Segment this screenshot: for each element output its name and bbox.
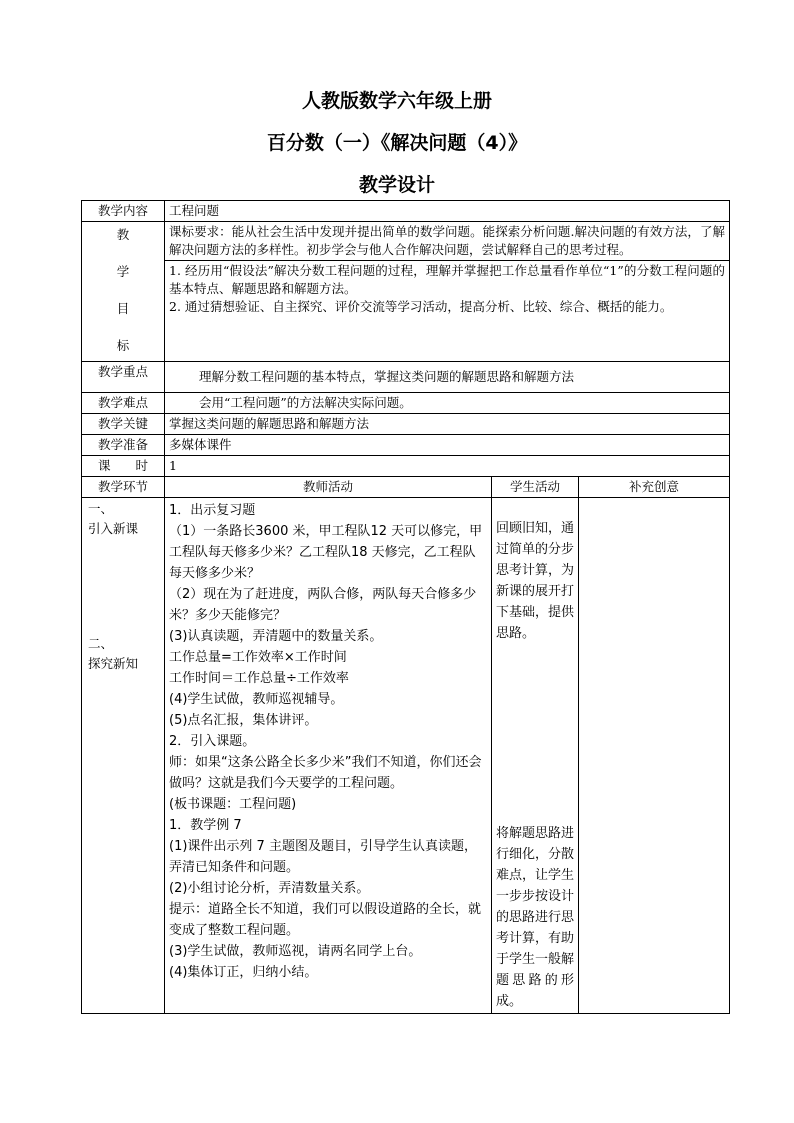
hours-value: 1 bbox=[165, 456, 730, 477]
extra-ideas-cell bbox=[579, 498, 730, 1014]
row-goal-standard bbox=[82, 222, 730, 261]
goal-label-char: 教 bbox=[116, 227, 130, 242]
teacher-line: 师：如果“这条公路全长多少米”我们不知道，你们还会做吗？这就是我们今天要学的工程问题。 bbox=[169, 755, 482, 791]
prep-label: 教学准备 bbox=[82, 435, 165, 456]
col-stage-header: 教学环节 bbox=[82, 477, 165, 498]
teacher-line: 1．教学例 7 bbox=[169, 818, 242, 833]
teacher-activity-cell bbox=[165, 498, 492, 1014]
col-teacher-header: 教师活动 bbox=[165, 477, 492, 498]
content-label: 教学内容 bbox=[82, 201, 165, 222]
goal-label bbox=[82, 222, 165, 362]
hours-label: 课 时 bbox=[82, 456, 165, 477]
document-title-line3: 教学设计 bbox=[358, 174, 435, 196]
teacher-line: (2)小组讨论分析，弄清数量关系。 bbox=[169, 881, 370, 896]
col-extra-header: 补充创意 bbox=[579, 477, 730, 498]
goal-label-char: 标 bbox=[116, 338, 130, 353]
student-activity-cell bbox=[492, 498, 579, 1014]
difficult-value: 会用“工程问题”的方法解决实际问题。 bbox=[165, 393, 730, 414]
goal-item-1: 1. 经历用“假设法”解决分数工程问题的过程，理解并掌握把工作总量看作单位“1”的分数工程问题的基本特点、解题思路和解题方法。 bbox=[169, 263, 725, 296]
teacher-line: 工作总量=工作效率×工作时间 bbox=[169, 650, 347, 665]
teacher-line: (板书课题：工程问题) bbox=[169, 797, 297, 812]
stage2-number: 二、 bbox=[88, 636, 114, 651]
content-value: 工程问题 bbox=[165, 201, 730, 222]
col-student-header: 学生活动 bbox=[492, 477, 579, 498]
teacher-line: 1．出示复习题 bbox=[169, 503, 256, 518]
stage1-number: 一、 bbox=[88, 501, 114, 516]
teacher-line: (1)课件出示列 7 主题图及题目，引导学生认真读题，弄清已知条件和问题。 bbox=[169, 839, 477, 875]
crux-label: 教学关键 bbox=[82, 414, 165, 435]
row-prep bbox=[82, 435, 730, 456]
row-crux bbox=[82, 414, 730, 435]
teacher-line: (4)学生试做，教师巡视辅导。 bbox=[169, 692, 344, 707]
row-goal-detail bbox=[82, 261, 730, 362]
row-content bbox=[82, 201, 730, 222]
goal-label-char: 目 bbox=[116, 301, 130, 316]
teacher-line: (5)点名汇报，集体讲评。 bbox=[169, 713, 318, 728]
stage1-name: 引入新课 bbox=[88, 521, 139, 536]
teacher-line: 提示：道路全长不知道，我们可以假设道路的全长，就变成了整数工程问题。 bbox=[169, 902, 482, 938]
teacher-line: （2）现在为了赶进度，两队合修，两队每天合修多少米？多少天能修完？ bbox=[169, 587, 477, 623]
row-column-headers bbox=[82, 477, 730, 498]
row-process bbox=[82, 498, 730, 1014]
goal-standard: 课标要求：能从社会生活中发现并提出简单的数学问题。能探索分析问题.解决问题的有效方法，了解解决问题方法的多样性。初步学会与他人合作解决问题，尝试解释自己的思考过程。 bbox=[165, 222, 730, 261]
stage-cell bbox=[82, 498, 165, 1014]
teacher-line: (4)集体订正，归纳小结。 bbox=[169, 965, 318, 980]
document-title-line2: 百分数（一）《解决问题（4）》 bbox=[266, 132, 528, 154]
teacher-line: 工作时间＝工作总量÷工作效率 bbox=[169, 671, 349, 686]
prep-value: 多媒体课件 bbox=[165, 435, 730, 456]
student-activity-2: 将解题思路进行细化，分散难点，让学生一步步按设计的思路进行思考计算，有助于学生一般解题思路的形成。 bbox=[496, 826, 575, 1009]
difficult-label: 教学难点 bbox=[82, 393, 165, 414]
key-value: 理解分数工程问题的基本特点，掌握这类问题的解题思路和解题方法 bbox=[165, 362, 730, 393]
lesson-plan-table bbox=[81, 200, 730, 1014]
crux-value: 掌握这类问题的解题思路和解题方法 bbox=[165, 414, 730, 435]
row-hours bbox=[82, 456, 730, 477]
teacher-line: 2．引入课题。 bbox=[169, 734, 256, 749]
document-title-line1: 人教版数学六年级上册 bbox=[301, 90, 492, 112]
student-activity-1: 回顾旧知，通过简单的分步思考计算，为新课的展开打下基础，提供思路。 bbox=[496, 521, 575, 641]
teacher-line: (3)学生试做，教师巡视，请两名同学上台。 bbox=[169, 944, 422, 959]
stage2-name: 探究新知 bbox=[88, 656, 139, 671]
row-difficult bbox=[82, 393, 730, 414]
goal-detail-cell bbox=[165, 261, 730, 362]
goal-label-char: 学 bbox=[116, 264, 130, 279]
teacher-line: （1）一条路长3600 米，甲工程队12 天可以修完，甲工程队每天修多少米？乙工程队18 天修完，乙工程队每天修多少米？ bbox=[169, 524, 483, 581]
teacher-line: (3)认真读题，弄清题中的数量关系。 bbox=[169, 629, 383, 644]
row-key bbox=[82, 362, 730, 393]
goal-item-2: 2. 通过猜想验证、自主探究、评价交流等学习活动，提高分析、比较、综合、概括的能力。 bbox=[169, 299, 673, 314]
key-label: 教学重点 bbox=[82, 362, 165, 393]
